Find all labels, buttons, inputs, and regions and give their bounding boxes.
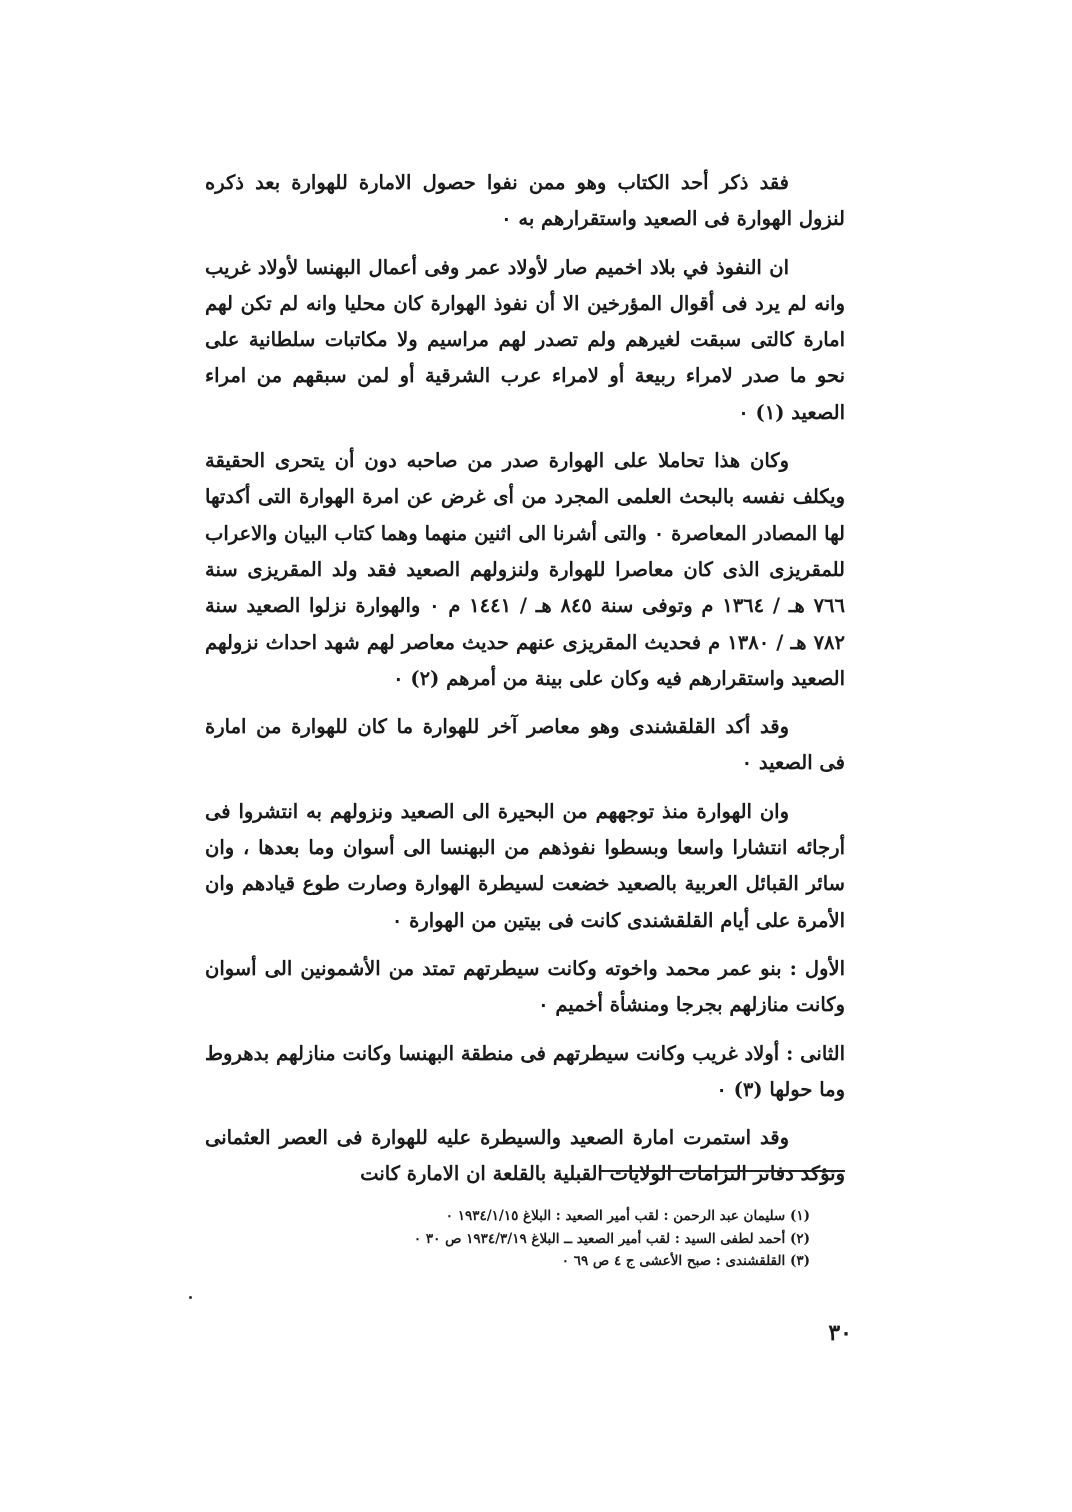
paragraph-4: وقد أكد القلقشندى وهو معاصر آخر للهوارة ما كان للهوارة من امارة فى الصعيد ٠ [205, 715, 845, 775]
footnotes [205, 1205, 810, 1273]
paragraph-1: فقد ذكر أحد الكتاب وهو ممن نفوا حصول الامارة للهوارة بعد ذكره لنزول الهوارة فى الصعيد واستقرارهم به ٠ [205, 171, 845, 231]
scan-speck [189, 1296, 192, 1299]
paragraph-3: وكان هذا تحاملا على الهوارة صدر من صاحبه دون أن يتحرى الحقيقة ويكلف نفسه بالبحث العلمى المجرد من أى غرض عن امرة الهوارة التى أكدتها لها المصادر المعاصرة ٠ والتى أشرنا الى اثنين منهما وهما كتاب البيان والاعراب للمقريزى الذى كان معاصرا للهوارة ولنزولهم الصعيد فقد ولد المقريزى سنة ٧٦٦ هـ / ١٣٦٤ م وتوفى سنة ٨٤٥ هـ / ١٤٤١ م ٠ والهوارة نزلوا الصعيد سنة ٧٨٢ هـ / ١٣٨٠ م فحديث المقريزى عنهم حديث معاصر لهم شهد احداث نزولهم الصعيد واستقرارهم فيه وكان على بينة من أمرهم (٢) ٠ [205, 449, 845, 690]
footnote-3: (٣) القلقشندى : صبح الأعشى ج ٤ ص ٦٩ ٠ [561, 1253, 810, 1269]
footnote-1: (١) سليمان عبد الرحمن : لقب أمير الصعيد : البلاغ ١٩٣٤/١/١٥ ٠ [445, 1208, 810, 1224]
paragraph-6: الأول : بنو عمر محمد واخوته وكانت سيطرتهم تمتد من الأشمونين الى أسوان وكانت منازلهم بجرجا ومنشأة أخميم ٠ [205, 956, 845, 1017]
footnote-separator [600, 1170, 845, 1172]
paragraph-5: وان الهوارة منذ توجههم من البحيرة الى الصعيد ونزولهم به انتشروا فى أرجائه انتشارا واسعا وبسطوا نفوذهم من البهنسا الى أسوان وما بعدها ، وان سائر القبائل العربية بالصعيد خضعت لسيطرة الهوارة وصارت طوع قيادهم وان الأمرة على أيام القلقشندى كانت فى بيتين من الهوارة ٠ [205, 799, 845, 932]
paragraph-2: ان النفوذ في بلاد اخميم صار لأولاد عمر وفى أعمال البهنسا لأولاد غريب وانه لم يرد فى أقوال المؤرخين الا أن نفوذ الهوارة كان محليا وانه لم تكن لهم امارة كالتى سبقت لغيرهم ولم تصدر لهم مراسيم ولا مكاتبات سلطانية على نحو ما صدر لامراء ربيعة أو لامراء عرب الشرقية أو لمن سبقهم من امراء الصعيد (١) ٠ [205, 255, 845, 424]
paragraph-8: وقد استمرت امارة الصعيد والسيطرة عليه للهوارة فى العصر العثمانى وتؤكد دفاتر التزامات الولايات القبلية بالقلعة ان الامارة كانت [205, 1126, 845, 1186]
paragraph-7: الثانى : أولاد غريب وكانت سيطرتهم فى منطقة البهنسا وكانت منازلهم بدهروط وما حولها (٣) ٠ [205, 1041, 845, 1101]
main-text [205, 165, 845, 1205]
page-number: ٣٠ [828, 1320, 852, 1346]
footnote-2: (٢) أحمد لطفى السيد : لقب أمير الصعيد ــ البلاغ ١٩٣٤/٣/١٩ ص ٣٠ ٠ [413, 1230, 810, 1247]
